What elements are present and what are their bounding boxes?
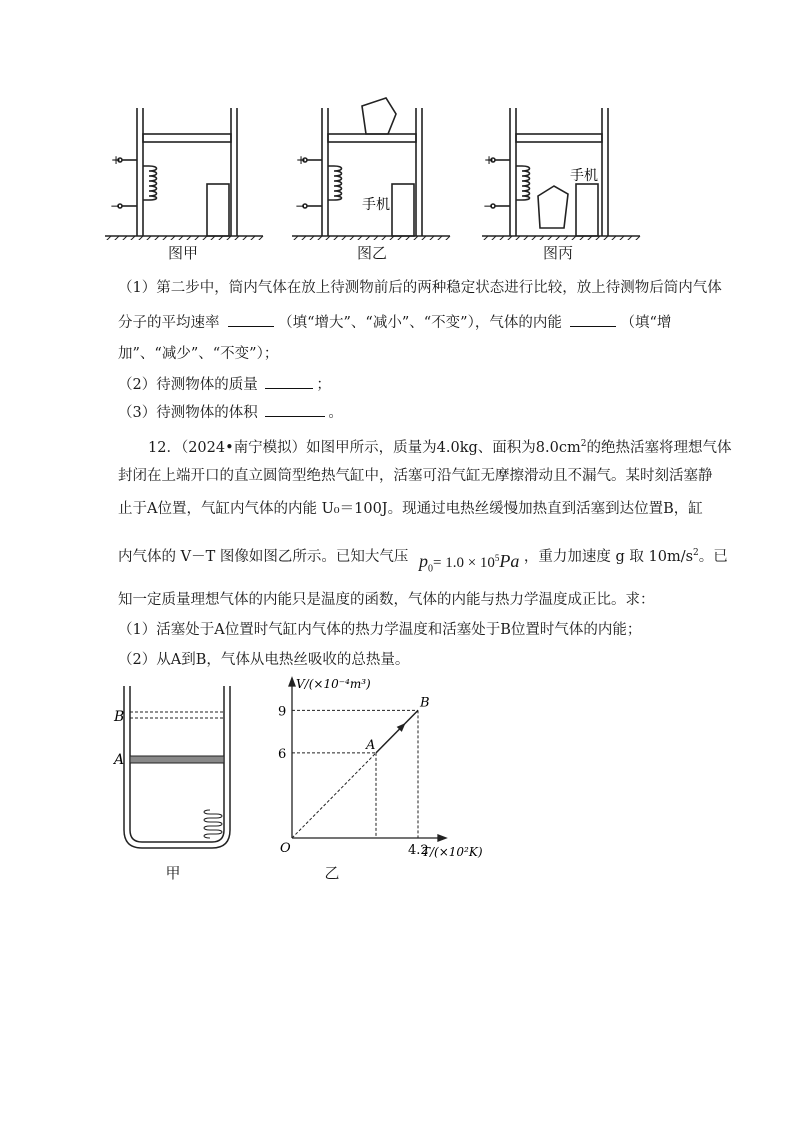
q12-line3: 止于A位置，气缸内气体的内能 U₀＝100J。现通过电热丝缓慢加热直到活塞到达位置B，缸 [118, 501, 703, 517]
caption-yi: 图乙 [356, 244, 387, 262]
q11-part1-line2: 分子的平均速率 （填“增大”、“减小”、“不变”），气体的内能 （填“增 [118, 312, 671, 333]
y-tick-label-1: 9 [278, 704, 287, 720]
apparatus-figure-jia [105, 100, 265, 240]
q12-line4: 内气体的 V－T 图像如图乙所示。已知大气压 $p_0= 1.0 \times 10^5Pa$ ，重力加速度 g 取 $10m/s^2$。已 [118, 548, 728, 575]
caption-jia: 图甲 [167, 244, 198, 262]
x-tick-label-0: 4.2 [408, 843, 429, 858]
series-dashed-extension [292, 753, 376, 838]
svg-text:A: A [114, 752, 125, 768]
svg-text:−: − [295, 199, 306, 213]
origin-label: O [280, 841, 291, 856]
svg-text:−: − [110, 199, 121, 213]
phone-label-yi: 手机 [362, 197, 390, 213]
blank-avg-speed[interactable] [228, 312, 274, 327]
svg-text:+: + [296, 153, 307, 167]
q12-line7: （2）从A到B，气体从电热丝吸收的总热量。 [118, 652, 410, 668]
cylinder-figure [110, 680, 240, 880]
atm-pressure-formula: $p_0= 1.0 \times 10^5Pa$ [418, 551, 520, 575]
svg-text:+: + [484, 153, 495, 167]
y-axis-label: V/(×10⁻⁴m³) [296, 677, 371, 691]
blank-mass[interactable] [265, 374, 313, 389]
vt-graph [270, 672, 510, 872]
caption-vt-graph: 乙 [324, 864, 340, 882]
piston [130, 756, 224, 763]
q12-line1: 12．（2024•南宁模拟）如图甲所示，质量为4.0kg、面积为$8.0cm^2$的绝热活塞将理想气体 [148, 439, 732, 456]
svg-text:−: − [483, 199, 494, 213]
x-axis-label: T/(×10²K) [422, 845, 483, 859]
caption-cylinder: 甲 [165, 864, 181, 882]
series-line-a-to-b [376, 710, 418, 753]
svg-text:+: + [111, 153, 122, 167]
apparatus-figure-bing [482, 100, 642, 240]
y-tick-label-0: 6 [278, 746, 287, 762]
q12-line2: 封闭在上端开口的直立圆筒型绝热气缸中，活塞可沿气缸无摩擦滑动且不漏气。某时刻活塞静 [118, 468, 713, 484]
blank-volume[interactable] [265, 402, 325, 417]
svg-text:B: B [114, 709, 125, 725]
phone-label-bing: 手机 [570, 168, 598, 184]
caption-bing: 图丙 [542, 244, 573, 262]
point-label-B: B [420, 695, 430, 711]
q12-line5: 知一定质量理想气体的内能只是温度的函数，气体的内能与热力学温度成正比。求： [118, 592, 655, 608]
q11-part2: （2）待测物体的质量 ； [118, 374, 331, 395]
q12-line6: （1）活塞处于A位置时气缸内气体的热力学温度和活塞处于B位置时气体的内能； [118, 622, 642, 638]
blank-internal-energy[interactable] [570, 312, 616, 327]
q11-part1-line3: 加”、“减少”、“不变”）； [118, 346, 279, 362]
q11-part3: （3）待测物体的体积 。 [118, 402, 343, 423]
y-axis-arrow [289, 678, 295, 686]
point-label-A: A [366, 737, 376, 753]
q11-part1-line1: （1）第二步中，筒内气体在放上待测物前后的两种稳定状态进行比较，放上待测物后筒内气体 [118, 280, 722, 296]
x-axis-arrow [438, 835, 446, 841]
apparatus-figure-yi [292, 96, 452, 240]
